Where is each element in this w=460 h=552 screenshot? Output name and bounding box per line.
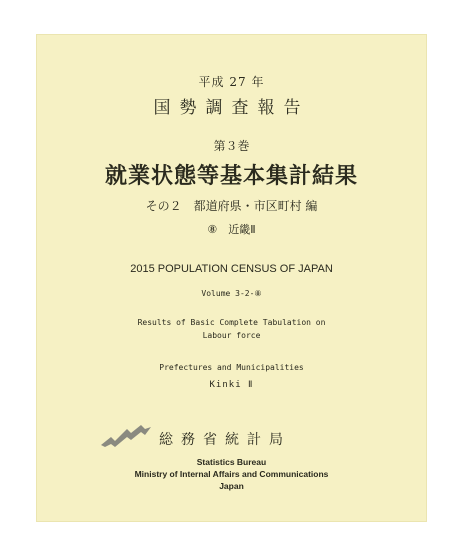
statistics-bureau-logo-icon — [101, 425, 151, 447]
agency-name-en-line-2: Ministry of Internal Affairs and Communications — [134, 469, 329, 479]
agency-name-jp: 総務省統計局 — [159, 432, 291, 448]
results-description-line-2: Labour force — [202, 331, 261, 340]
agency-name-en-line-3: Japan — [219, 481, 244, 491]
prefectures-label: Prefectures and Municipalities — [159, 363, 304, 372]
region-en: Kinki Ⅱ — [209, 380, 254, 390]
era-year: 平成 27 年 — [198, 75, 265, 89]
main-title: 就業状態等基本集計結果 — [104, 164, 358, 189]
agency-name-en-line-1: Statistics Bureau — [196, 457, 267, 467]
book-cover — [36, 34, 427, 522]
report-series-title: 国勢調査報告 — [153, 98, 310, 118]
part-subtitle-jp: その２ 都道府県・市区町村 編 — [145, 199, 318, 213]
results-description-line-1: Results of Basic Complete Tabulation on — [137, 318, 326, 327]
english-title: 2015 POPULATION CENSUS OF JAPAN — [130, 263, 333, 275]
volume-number-jp: 第３巻 — [213, 139, 250, 153]
volume-number-en: Volume 3-2-⑧ — [201, 289, 262, 298]
region-jp: ⑧ 近畿Ⅱ — [207, 223, 256, 236]
